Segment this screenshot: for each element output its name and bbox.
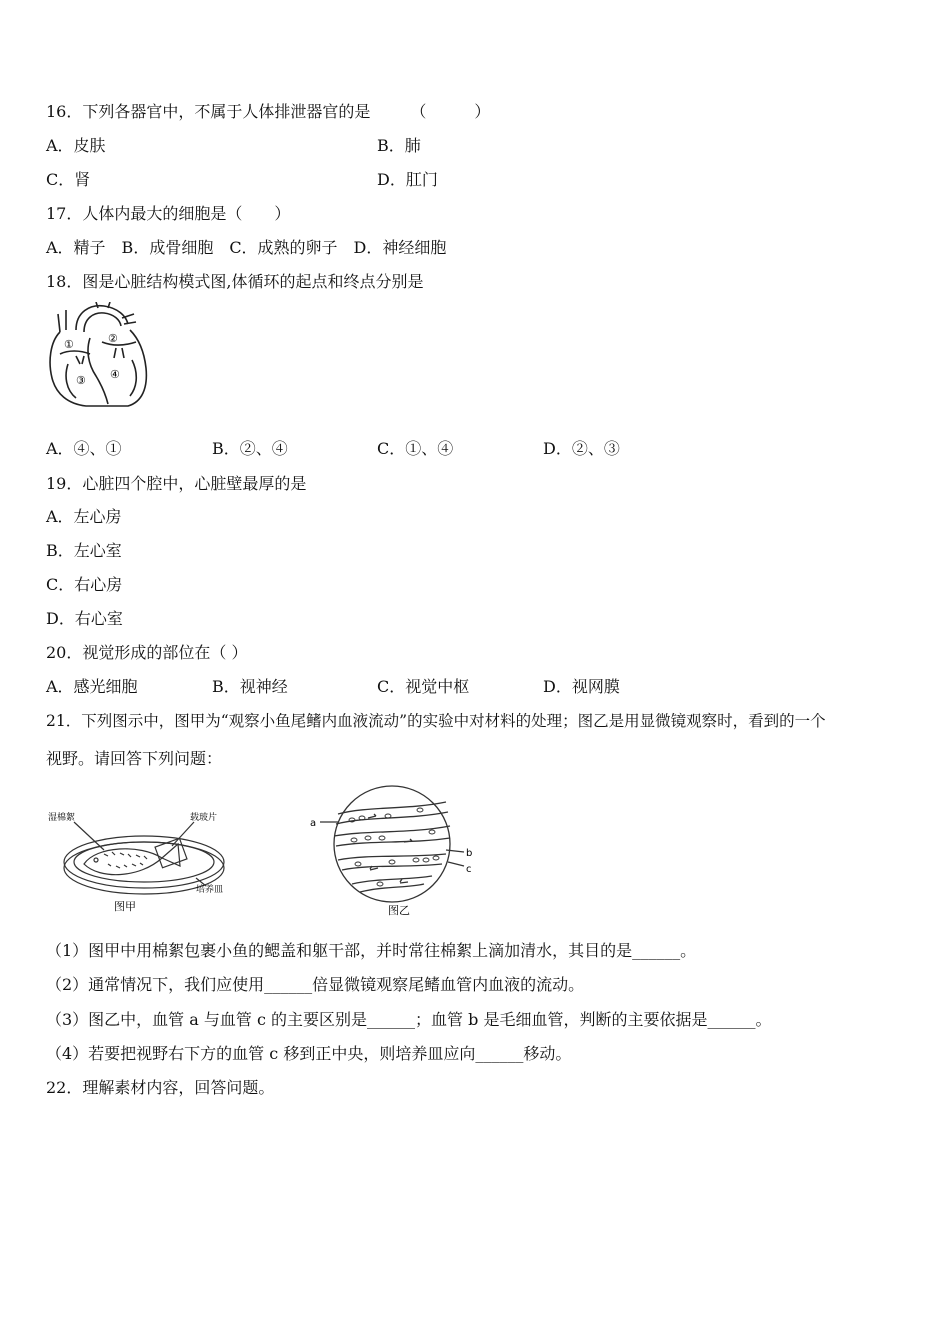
- heart-diagram: [46, 302, 152, 410]
- q19-option-b: B．左心室: [46, 541, 122, 560]
- heart-label-4: ④: [110, 368, 120, 381]
- heart-label-3: ③: [76, 374, 86, 387]
- q21-stem-line1: 21．下列图示中，图甲为“观察小鱼尾鳍内血液流动”的实验中对材料的处理；图乙是用显微镜观察时，看到的一个: [46, 712, 826, 730]
- q18-option-b: B．②、④: [212, 439, 288, 458]
- q19-option-c: C．右心房: [46, 575, 123, 594]
- q21-sub-4: （4）若要把视野右下方的血管 c 移到正中央，则培养皿应向______移动。: [46, 1044, 572, 1063]
- q20-stem: 20．视觉形成的部位在（ ）: [46, 643, 248, 662]
- q18-option-c: C．①、④: [377, 439, 454, 458]
- q21-sub-1: （1）图甲中用棉絮包裹小鱼的鳃盖和躯干部，并时常往棉絮上滴加清水，其目的是______。: [46, 941, 697, 960]
- q16-option-c: C．肾: [46, 170, 91, 189]
- q21-sub-3: （3）图乙中，血管 a 与血管 c 的主要区别是______；血管 b 是毛细血管，判断的主要依据是______。: [46, 1010, 772, 1029]
- label-petri-dish: 培养皿: [196, 885, 224, 895]
- q21-sub-2: （2）通常情况下，我们应使用______倍显微镜观察尾鳍血管内血液的流动。: [46, 975, 585, 994]
- q19-option-d: D．右心室: [46, 609, 123, 628]
- q16-option-b: B．肺: [377, 136, 421, 155]
- caption-yi: 图乙: [388, 904, 410, 917]
- q19-stem: 19．心脏四个腔中，心脏壁最厚的是: [46, 474, 307, 493]
- figure-yi-microscope-view: [308, 780, 492, 918]
- q20-option-a: A．感光细胞: [46, 677, 138, 696]
- label-glass-slide: 载玻片: [190, 813, 218, 823]
- q18-option-a: A．④、①: [46, 439, 122, 458]
- q22-stem: 22．理解素材内容，回答问题。: [46, 1078, 275, 1097]
- q17-stem: 17．人体内最大的细胞是（ ）: [46, 204, 291, 223]
- label-vessel-c: c: [466, 864, 472, 875]
- q17-options: A．精子 B．成骨细胞 C．成熟的卵子 D．神经细胞: [46, 238, 447, 257]
- caption-jia: 图甲: [114, 900, 136, 913]
- q16-option-a: A．皮肤: [46, 136, 106, 155]
- q18-stem: 18．图是心脏结构模式图,体循环的起点和终点分别是: [46, 272, 424, 291]
- label-wet-cotton: 湿棉絮: [48, 813, 76, 823]
- q20-option-d: D．视网膜: [543, 677, 620, 696]
- heart-label-2: ②: [108, 332, 118, 345]
- label-vessel-b: b: [466, 848, 473, 859]
- q21-stem-line2: 视野。请回答下列问题：: [46, 749, 223, 768]
- figure-jia-fish-dish: [44, 806, 244, 918]
- heart-label-1: ①: [64, 338, 74, 351]
- q16-stem: 16．下列各器官中，不属于人体排泄器官的是 （ ）: [46, 102, 491, 121]
- q20-option-b: B．视神经: [212, 677, 288, 696]
- q18-option-d: D．②、③: [543, 439, 620, 458]
- label-vessel-a: a: [310, 818, 317, 829]
- q20-option-c: C．视觉中枢: [377, 677, 470, 696]
- q16-option-d: D．肛门: [377, 170, 438, 189]
- q19-option-a: A．左心房: [46, 507, 122, 526]
